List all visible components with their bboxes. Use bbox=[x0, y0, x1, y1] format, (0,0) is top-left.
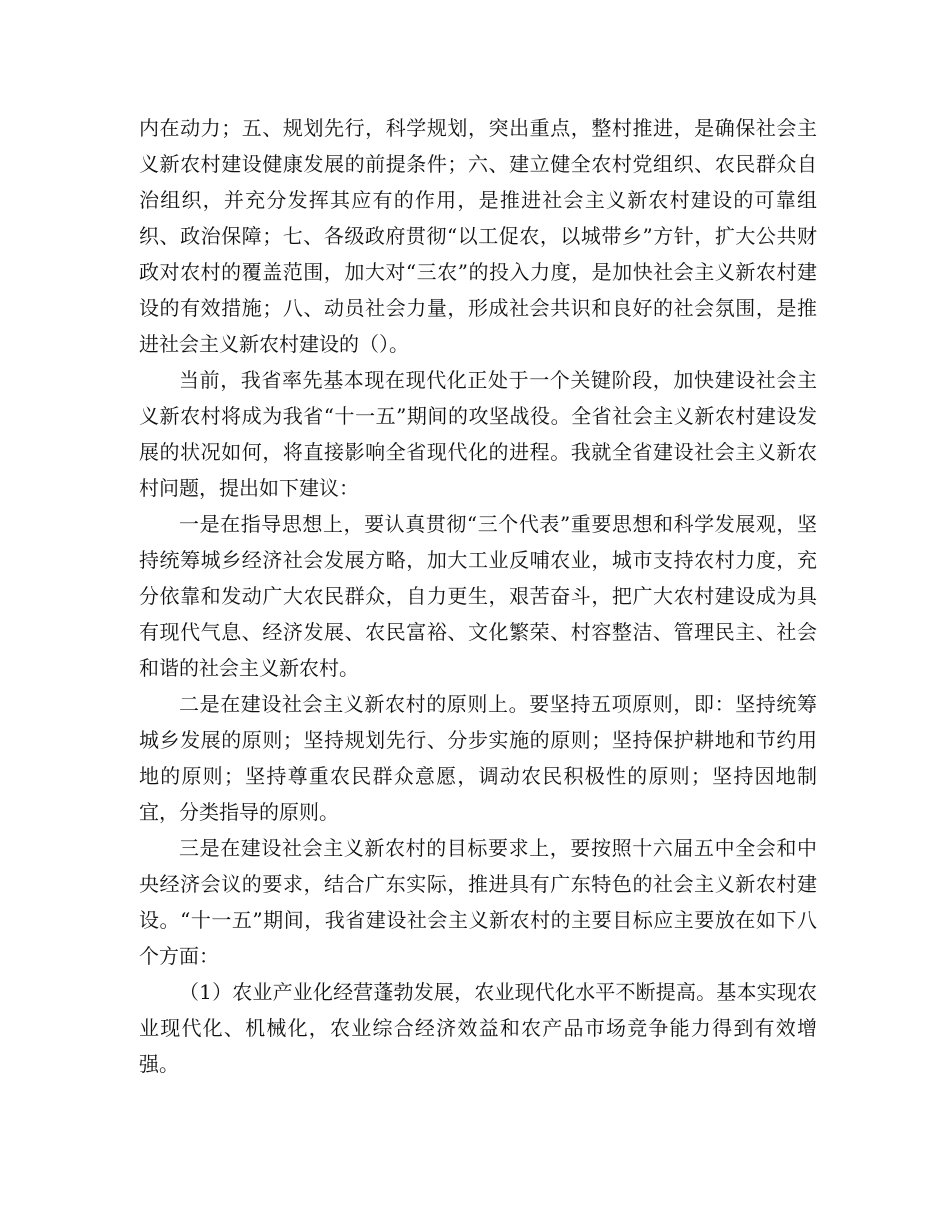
paragraph-guiding-ideology: 一是在指导思想上，要认真贯彻“三个代表”重要思想和科学发展观，坚持统筹城乡经济社会发展方略，加大工业反哺农业，城市支持农村力度，充分依靠和发动广大农民群众，自力更生，艰苦奋斗，把广大农村建设成为具有现代气息、经济发展、农民富裕、文化繁荣、村容整洁、管理民主、社会和谐的社会主义新农村。 bbox=[139, 512, 817, 680]
paragraph-principles: 二是在建设社会主义新农村的原则上。要坚持五项原则，即：坚持统筹城乡发展的原则；坚持规划先行、分步实施的原则；坚持保护耕地和节约用地的原则；坚持尊重农民群众意愿，调动农民积极性的原则；坚持因地制宜，分类指导的原则。 bbox=[139, 692, 817, 824]
paragraph-goals: 三是在建设社会主义新农村的目标要求上，要按照十六届五中全会和中央经济会议的要求，结合广东实际，推进具有广东特色的社会主义新农村建设。“十一五”期间，我省建设社会主义新农村的主要目标应主要放在如下八个方面： bbox=[139, 836, 817, 968]
document-body bbox=[139, 110, 817, 1082]
paragraph-continuation: 内在动力；五、规划先行，科学规划，突出重点，整村推进，是确保社会主义新农村建设健康发展的前提条件；六、建立健全农村党组织、农民群众自治组织，并充分发挥其应有的作用，是推进社会主义新农村建设的可靠组织、政治保障；七、各级政府贯彻“以工促农，以城带乡”方针，扩大公共财政对农村的覆盖范围，加大对“三农”的投入力度，是加快社会主义新农村建设的有效措施；八、动员社会力量，形成社会共识和良好的社会氛围，是推进社会主义新农村建设的（）。 bbox=[139, 116, 817, 356]
paragraph-goal-1: （1）农业产业化经营蓬勃发展，农业现代化水平不断提高。基本实现农业现代化、机械化，农业综合经济效益和农产品市场竞争能力得到有效增强。 bbox=[139, 980, 817, 1076]
paragraph-current-situation: 当前，我省率先基本现在现代化正处于一个关键阶段，加快建设社会主义新农村将成为我省“十一五”期间的攻坚战役。全省社会主义新农村建设发展的状况如何，将直接影响全省现代化的进程。我就全省建设社会主义新农村问题，提出如下建议： bbox=[139, 368, 817, 500]
